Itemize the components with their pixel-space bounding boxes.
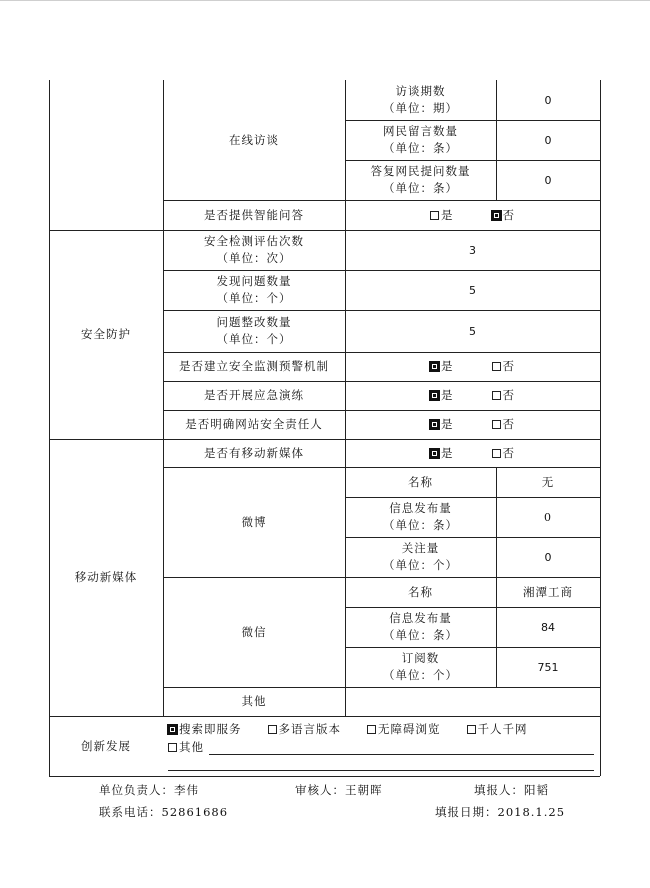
weibo-posts-label: 信息发布量 （单位：条）	[383, 501, 458, 532]
security-section-label: 安全防护	[81, 327, 131, 341]
option-multilingual[interactable]: 多语言版本	[268, 721, 342, 737]
new-media-no-checkbox[interactable]: 否	[492, 445, 516, 462]
innovation-section-label: 创新发展	[81, 738, 131, 753]
monitoring-no-checkbox[interactable]: 否	[492, 358, 516, 375]
checkbox-icon	[367, 725, 376, 734]
wechat-posts-value: 84	[541, 620, 555, 634]
monitoring-yes-checkbox[interactable]: 是	[430, 358, 454, 375]
checked-box-icon	[430, 420, 439, 429]
other-media-value[interactable]	[345, 687, 600, 716]
option-other[interactable]: 其他	[168, 739, 204, 755]
message-count-value: 0	[544, 133, 552, 147]
checked-box-icon	[492, 211, 501, 220]
drill-yes-checkbox[interactable]: 是	[430, 387, 454, 404]
emergency-drill-options	[345, 381, 600, 410]
wechat-subs-value: 751	[537, 660, 559, 674]
has-new-media-options	[345, 439, 600, 467]
checkbox-icon	[430, 211, 439, 220]
other-media-label: 其他	[241, 694, 267, 708]
weibo-name-value: 无	[541, 474, 555, 489]
issues-found-label: 发现问题数量 （单位：个）	[216, 274, 292, 305]
security-owner-label: 是否明确网站安全责任人	[185, 417, 323, 431]
reviewer: 审核人：王朝晖	[295, 783, 383, 797]
option-accessibility[interactable]: 无障碍浏览	[367, 721, 441, 737]
weibo-posts-value: 0	[544, 510, 552, 524]
smart-qa-no-checkbox[interactable]: 否	[492, 207, 516, 224]
weibo-follow-label: 关注量 （单位：个）	[383, 541, 458, 572]
has-new-media-label: 是否有移动新媒体	[204, 445, 304, 460]
option-personalized[interactable]: 千人千网	[467, 721, 528, 737]
contact-phone: 联系电话：52861686	[99, 805, 229, 819]
wechat-name-label: 名称	[408, 584, 433, 599]
message-count-label: 网民留言数量 （单位：条）	[383, 124, 458, 155]
online-interview-label: 在线访谈	[229, 132, 279, 147]
security-eval-label: 安全检测评估次数 （单位：次）	[204, 234, 304, 265]
unit-head: 单位负责人：李伟	[99, 783, 199, 797]
issues-found-value: 5	[469, 283, 476, 297]
checked-box-icon	[168, 725, 177, 734]
checkbox-icon	[268, 725, 277, 734]
wechat-label: 微信	[241, 624, 267, 639]
interview-count-label: 访谈期数 （单位：期）	[383, 84, 458, 115]
option-search-as-service[interactable]: 搜索即服务	[168, 721, 242, 737]
interview-count-value: 0	[544, 93, 552, 107]
wechat-subs-label: 订阅数 （单位：个）	[383, 651, 458, 682]
issues-fixed-value: 5	[469, 324, 476, 338]
smart-qa-yes-checkbox[interactable]: 是	[430, 207, 454, 224]
checked-box-icon	[430, 391, 439, 400]
owner-no-checkbox[interactable]: 否	[492, 416, 516, 433]
other-fill-line[interactable]	[209, 754, 594, 755]
checked-box-icon	[430, 449, 439, 458]
checked-box-icon	[430, 362, 439, 371]
weibo-follow-value: 0	[544, 550, 552, 564]
checkbox-icon	[492, 391, 501, 400]
weibo-label: 微博	[241, 514, 267, 529]
report-date: 填报日期：2018.1.25	[435, 805, 566, 819]
weibo-name-label: 名称	[408, 474, 433, 489]
smart-qa-label: 是否提供智能问答	[204, 207, 304, 222]
owner-yes-checkbox[interactable]: 是	[430, 416, 454, 433]
innovation-other	[168, 738, 204, 756]
reply-count-label: 答复网民提问数量 （单位：条）	[370, 164, 471, 195]
other-fill-line-2[interactable]	[168, 770, 594, 771]
drill-no-checkbox[interactable]: 否	[492, 387, 516, 404]
monitoring-mechanism-label: 是否建立安全监测预警机制	[179, 359, 329, 373]
innovation-options	[168, 719, 598, 739]
wechat-posts-label: 信息发布量 （单位：条）	[383, 611, 458, 642]
issues-fixed-label: 问题整改数量 （单位：个）	[216, 315, 292, 346]
checkbox-icon	[467, 725, 476, 734]
checkbox-icon	[492, 449, 501, 458]
new-media-section-label: 移动新媒体	[74, 570, 138, 584]
monitoring-mechanism-options	[345, 352, 600, 381]
checkbox-icon	[168, 743, 177, 752]
filler: 填报人：阳韬	[474, 783, 549, 797]
security-owner-options	[345, 410, 600, 439]
checkbox-icon	[492, 362, 501, 371]
reply-count-value: 0	[544, 173, 552, 187]
wechat-name-value: 湘潭工商	[523, 584, 573, 599]
security-eval-value: 3	[469, 243, 476, 257]
checkbox-icon	[492, 420, 501, 429]
emergency-drill-label: 是否开展应急演练	[204, 388, 304, 402]
new-media-yes-checkbox[interactable]: 是	[430, 445, 454, 462]
smart-qa-options	[345, 200, 600, 230]
